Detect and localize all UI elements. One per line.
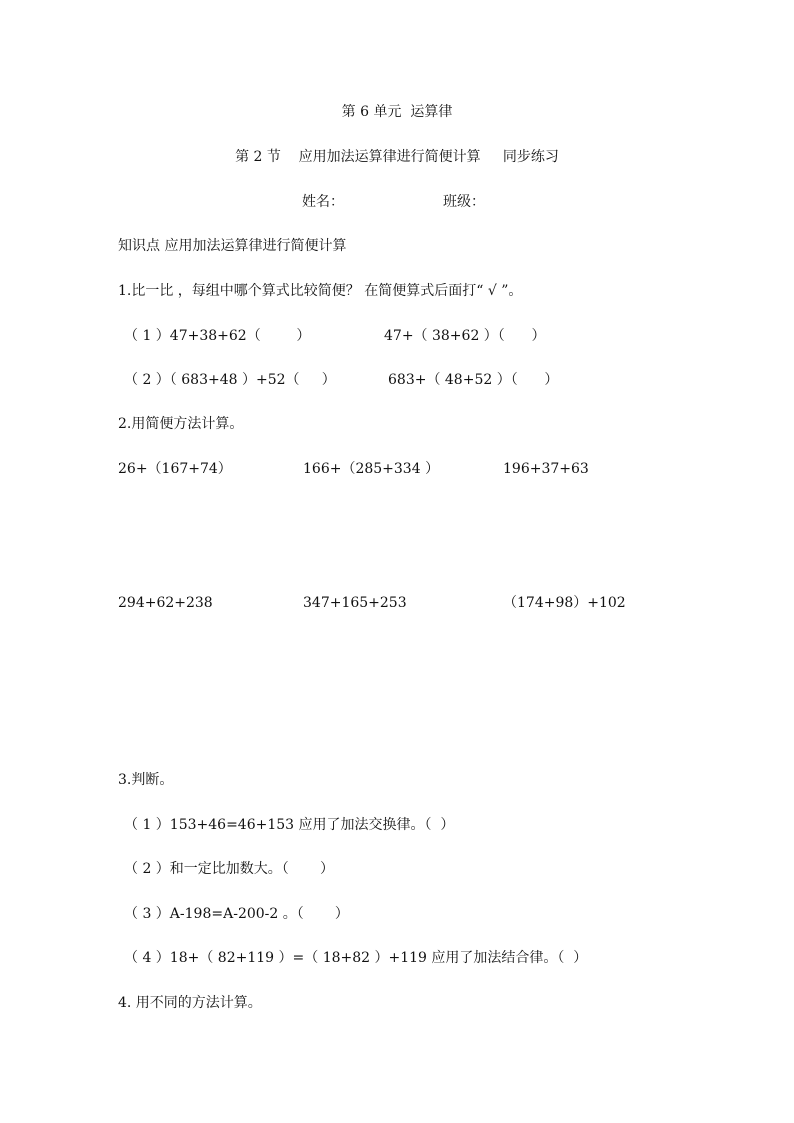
q3-prompt: 3.判断。 [118,772,174,788]
q1-row1-right: 47+（ 38+62 ）（ ） [384,328,546,344]
q1-prompt: 1.比一比 ，每组中哪个算式比较简便？ 在简便算式后面打“ √ ”。 [118,283,523,299]
q1-row2-left: （ 2 ）（ 683+48 ）+52（ ） [124,372,336,388]
q1-row1-left: （ 1 ）47+38+62（ ） [124,328,311,344]
q2-expr-5: 347+165+253 [303,595,407,611]
q2-prompt: 2.用简便方法计算。 [118,416,244,432]
section-title: 第 2 节 应用加法运算律进行简便计算 同步练习 [235,149,559,165]
q4-prompt: 4. 用不同的方法计算。 [118,995,262,1011]
name-label: 姓名： [302,194,344,210]
knowledge-point-heading: 知识点 应用加法运算律进行简便计算 [118,238,347,254]
q2-expr-6: （174+98）+102 [503,595,626,611]
q3-item-2: （ 2 ）和一定比加数大。（ ） [124,861,334,877]
q3-item-1: （ 1 ）153+46=46+153 应用了加法交换律。（ ） [124,817,455,833]
q3-item-3: （ 3 ）A-198=A-200-2 。（ ） [124,906,349,922]
q2-expr-4: 294+62+238 [118,595,213,611]
q1-row2-right: 683+（ 48+52 ）（ ） [388,372,559,388]
unit-title: 第 6 单元 运算律 [341,104,453,120]
q3-item-4: （ 4 ）18+（ 82+119 ）=（ 18+82 ）+119 应用了加法结合律。（ ） [124,950,588,966]
class-label: 班级： [443,194,485,210]
q2-expr-1: 26+（167+74） [118,461,232,477]
q2-expr-3: 196+37+63 [503,461,589,477]
q2-expr-2: 166+（285+334 ） [303,461,440,477]
